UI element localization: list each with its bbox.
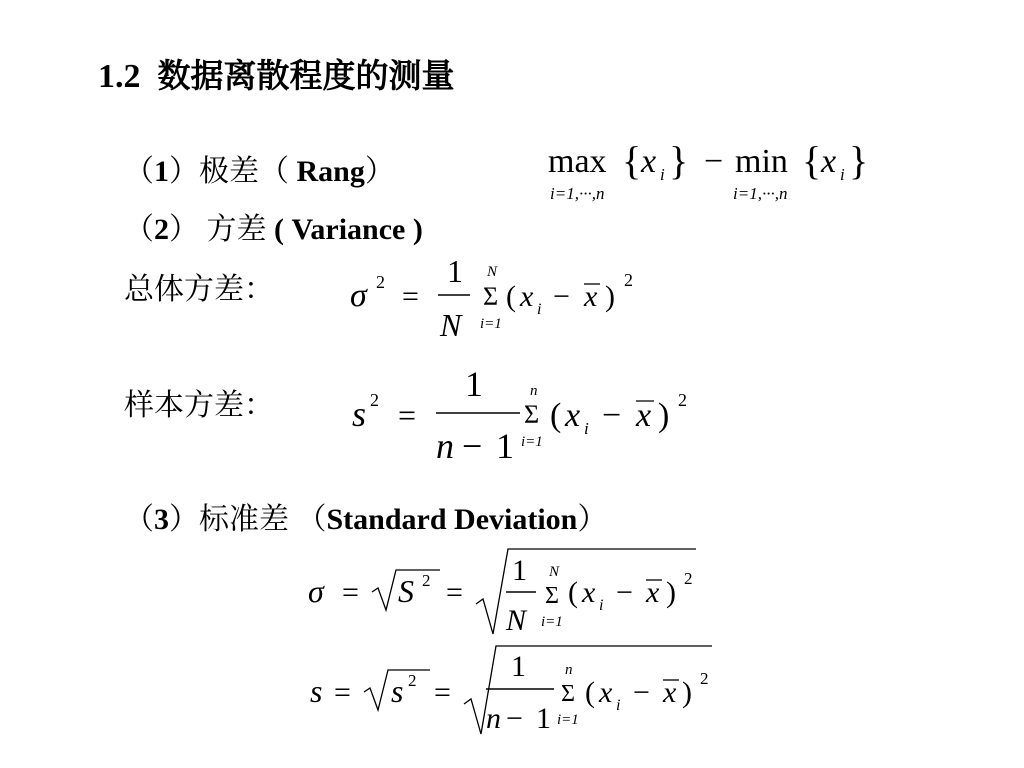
exponent: 2 <box>370 390 379 410</box>
section-stddev-heading <box>124 494 607 538</box>
index-i: i <box>584 419 589 438</box>
paren-end: ） <box>364 154 395 189</box>
right-paren: ) <box>658 397 670 434</box>
title-number: 1.2 <box>98 58 141 95</box>
equals-sign: = <box>402 280 419 313</box>
equals-sign: = <box>398 397 417 433</box>
title-text: 数据离散程度的测量 <box>157 56 455 95</box>
fraction-numerator: 1 <box>447 253 463 289</box>
equals-sign-2: = <box>446 576 463 609</box>
section-range-heading <box>124 146 395 190</box>
summation-symbol: Σ <box>545 583 559 609</box>
denominator-minus: − <box>506 702 523 735</box>
page-title <box>98 50 455 97</box>
mean-x: x <box>636 397 652 434</box>
right-paren: ) <box>666 576 676 609</box>
s-symbol: s <box>310 673 323 709</box>
radicand-exponent: 2 <box>422 571 431 590</box>
square-exponent: 2 <box>624 270 633 290</box>
population-stddev-formula <box>300 540 710 640</box>
right-paren: ) <box>605 280 615 313</box>
summation-symbol: Σ <box>483 282 499 311</box>
variable-x: x <box>599 676 613 709</box>
denominator-minus: − <box>462 426 483 466</box>
minus-sign: − <box>704 143 724 180</box>
index-i: i <box>537 301 542 318</box>
square-exponent: 2 <box>700 669 709 688</box>
paren-open: （ <box>124 154 154 189</box>
sigma-symbol: σ <box>308 573 324 609</box>
exponent: 2 <box>376 272 385 292</box>
equals-sign: = <box>334 676 351 709</box>
minus-sign: − <box>616 576 633 609</box>
section-name: 方差 <box>206 212 267 247</box>
population-variance-label: 总体方差： <box>124 272 274 307</box>
variable-x: x <box>641 143 657 180</box>
variable-x-2: x <box>821 143 837 180</box>
range-formula <box>540 132 890 207</box>
index-i: i <box>616 697 621 714</box>
denominator-n: n <box>486 702 501 735</box>
sample-variance-formula <box>340 360 710 470</box>
variable-x: x <box>565 397 581 434</box>
fraction-numerator: 1 <box>512 554 527 587</box>
section-english: Rang <box>296 155 365 188</box>
left-paren: ( <box>506 280 516 313</box>
denominator-n: n <box>436 426 454 466</box>
section-number: 2 <box>154 213 169 246</box>
left-paren: ( <box>568 576 578 609</box>
sum-lower-limit: i=1 <box>480 316 502 332</box>
paren-open: （ <box>124 212 154 247</box>
summation-symbol: Σ <box>524 400 540 429</box>
min-subscript: i=1,···,n <box>733 184 788 203</box>
sum-upper-limit: n <box>530 383 538 399</box>
section-number: 3 <box>154 503 169 536</box>
minus-sign: − <box>633 676 650 709</box>
section-name: 极差（ <box>199 154 289 189</box>
min-operator: min <box>735 143 788 180</box>
index-i: i <box>599 597 604 614</box>
sample-stddev-formula <box>300 640 720 740</box>
paren-close: ） <box>169 502 199 537</box>
section-variance-heading <box>124 204 423 248</box>
index-i: i <box>660 165 665 184</box>
section-name: 标准差 <box>199 502 289 537</box>
denominator-one: 1 <box>536 702 551 735</box>
radicand-exponent: 2 <box>408 671 417 690</box>
s-symbol: s <box>352 394 367 434</box>
sum-lower-limit: i=1 <box>541 614 563 630</box>
variable-x: x <box>582 576 596 609</box>
paren-close: ） <box>169 154 199 189</box>
sum-upper-limit: N <box>487 264 498 280</box>
variable-x: x <box>520 280 534 313</box>
paren-open: （ <box>124 502 154 537</box>
section-english: ( Variance ) <box>274 213 423 246</box>
right-paren: ) <box>682 676 692 709</box>
square-exponent: 2 <box>678 390 687 410</box>
english-paren-open: （ <box>296 502 327 537</box>
mean-x: x <box>584 280 598 313</box>
sum-lower-limit: i=1 <box>557 712 579 728</box>
paren-close: ） <box>169 212 199 247</box>
section-english: Standard Deviation <box>326 503 578 536</box>
fraction-numerator: 1 <box>465 364 483 404</box>
max-operator: max <box>548 143 607 180</box>
english-paren-close: ） <box>577 502 608 537</box>
mean-x: x <box>646 576 660 609</box>
fraction-denominator: N <box>440 307 462 343</box>
sum-upper-limit: N <box>549 564 560 580</box>
equals-sign: = <box>342 576 359 609</box>
sum-lower-limit: i=1 <box>521 434 543 450</box>
sample-variance-label: 样本方差： <box>124 388 274 423</box>
right-brace-2: } <box>849 138 869 183</box>
left-brace-2: { <box>802 138 822 183</box>
max-subscript: i=1,···,n <box>550 184 605 203</box>
square-exponent: 2 <box>684 569 693 588</box>
radicand-s: s <box>391 673 404 709</box>
equals-sign-2: = <box>434 676 451 709</box>
sum-upper-limit: n <box>565 662 573 678</box>
left-paren: ( <box>585 676 595 709</box>
minus-sign: − <box>553 280 570 313</box>
minus-sign: − <box>602 397 622 434</box>
fraction-numerator: 1 <box>511 650 526 683</box>
left-brace: { <box>622 138 642 183</box>
radicand-S: S <box>398 573 414 609</box>
population-variance-formula <box>340 250 660 345</box>
section-number: 1 <box>154 155 169 188</box>
left-paren: ( <box>550 397 562 434</box>
sigma-symbol: σ <box>350 277 367 314</box>
fraction-denominator: N <box>506 604 527 637</box>
denominator-one: 1 <box>496 426 514 466</box>
index-i-2: i <box>840 165 845 184</box>
right-brace: } <box>669 138 689 183</box>
summation-symbol: Σ <box>561 681 575 707</box>
mean-x: x <box>663 676 677 709</box>
